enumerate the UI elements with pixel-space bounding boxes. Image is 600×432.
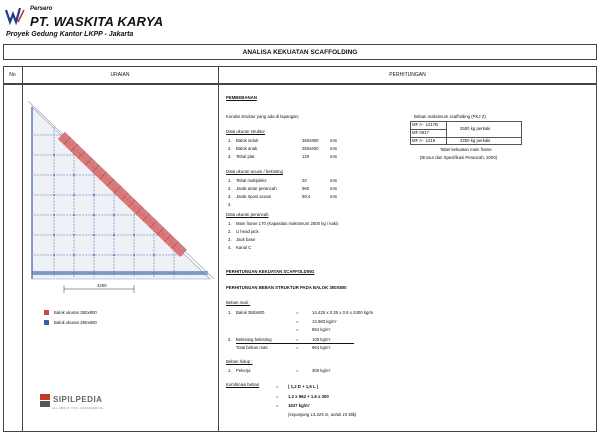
row-expr: 964 kg/m' <box>312 345 331 350</box>
beban-source: (Brosur dan Spesifikasi Perancah, 2000) <box>420 155 498 160</box>
row-label: Main frame 170 (Kapasitas maksimum 2500 kg / kaki) <box>236 221 339 226</box>
row-eq: = <box>296 319 299 324</box>
project-name: Proyek Gedung Kantor LKPP - Jakarta <box>6 31 134 38</box>
row-label: U head jack <box>236 229 259 234</box>
row-value: 350x800 <box>302 138 319 143</box>
col-divider <box>218 66 219 432</box>
perhitungan-title: PERHITUNGAN KEKUATAN SCAFFOLDING <box>226 269 315 274</box>
data-struktur-heading: Data ukuran struktur <box>226 129 265 134</box>
row-no: 1. <box>228 178 232 183</box>
row-no: 3. <box>228 194 232 199</box>
col-uraian: URAIAN <box>22 66 218 84</box>
dimension-label: 4200 <box>97 283 107 288</box>
row-no: 2. <box>228 337 232 342</box>
row-expr: 100 kg/m' <box>312 337 331 342</box>
row-eq: = <box>296 327 299 332</box>
row-expr: ( 1,2 D + 1,6 L ) <box>288 384 319 389</box>
kombinasi-note: (sepanjang 14.425 m, untuk 15 titik) <box>288 412 357 417</box>
row-value: 120 <box>302 154 310 159</box>
row-eq: = <box>276 394 279 399</box>
company-name: PT. WASKITA KARYA <box>30 14 164 29</box>
row-label: Pekerja <box>236 368 251 373</box>
row-unit: mm <box>330 178 338 183</box>
row-label: Balok induk <box>236 138 259 143</box>
perhitungan-subtitle: PERHITUNGAN BEBAN STRUKTUR PADA BALOK 350X800 <box>226 285 347 290</box>
row-no: 2. <box>228 146 232 151</box>
beban-code: MF A - 1217B <box>412 122 439 127</box>
row-value: 960 <box>302 186 310 191</box>
row-no: 4. <box>228 245 232 250</box>
row-eq: = <box>276 384 279 389</box>
legend-label: Balok ukuran 350x800 <box>54 310 97 315</box>
watermark-brand: SIPILPEDIA <box>53 395 103 404</box>
legend-swatch-red <box>44 310 49 315</box>
row-unit: mm <box>330 138 338 143</box>
scaffolding-plan-diagram <box>24 95 216 300</box>
beban-table-divider <box>446 121 447 145</box>
row-eq: = <box>296 345 299 350</box>
row-label: Jarak ripost acuan <box>236 194 272 199</box>
row-label: Total beban mati <box>236 345 268 350</box>
sum-rule <box>236 343 354 344</box>
data-acuan-heading: Data ukuran acuan / bekisting <box>226 169 283 174</box>
row-expr: 864 kg/m' <box>312 327 331 332</box>
row-label: Tebal multipleks <box>236 178 267 183</box>
col-no: No <box>3 66 22 84</box>
row-expr: 300 kg/m' <box>312 368 331 373</box>
sipilpedia-logo-icon <box>40 394 50 408</box>
row-eq: = <box>296 368 299 373</box>
kondisi-text: Kondisi struktur yang ada di lapangan; <box>226 114 300 119</box>
legend-label: Balok ukuran 250x600 <box>54 320 97 325</box>
row-label: Jarak antar perancah <box>236 186 277 191</box>
row-no: 1. <box>228 310 232 315</box>
row-no: 1. <box>228 138 232 143</box>
row-no: 3. <box>228 154 232 159</box>
legend-swatch-blue <box>44 320 49 325</box>
row-label: Balok anak <box>236 146 258 151</box>
beban-hidup-heading: Beban hidup : <box>226 359 253 364</box>
row-expr: 1.2 x 964 + 1.6 x 300 <box>288 394 329 399</box>
row-expr: 13.983 kg/m' <box>312 319 337 324</box>
row-label: Balok 350x800 <box>236 310 265 315</box>
waskita-logo <box>4 4 28 28</box>
row-no: 1. <box>228 221 232 226</box>
row-value: 99.4 <box>302 194 311 199</box>
beban-code: MF A - 1219 <box>412 138 436 143</box>
beban-caption: Tabel kekuatan main frame <box>440 147 492 152</box>
beban-value: 2250 kg perkaki <box>460 138 491 143</box>
row-label: Tebal plat <box>236 154 255 159</box>
document-title: ANALISA KEKUATAN SCAFFOLDING <box>3 44 597 60</box>
row-expr: 1637 kg/m' <box>288 403 310 408</box>
col-perhitungan: PERHITUNGAN <box>218 66 597 84</box>
row-eq: = <box>276 403 279 408</box>
row-eq: = <box>296 310 299 315</box>
row-eq: = <box>296 337 299 342</box>
company-type: Persero <box>30 6 53 12</box>
beban-value: 2500 kg perkaki <box>460 126 491 131</box>
row-label: Bekisting bekisting <box>236 337 272 342</box>
row-label: Kanal C <box>236 245 252 250</box>
col-divider <box>22 66 23 432</box>
row-no: 3. <box>228 237 232 242</box>
beban-mati-heading: Beban mati : <box>226 300 251 305</box>
row-unit: mm <box>330 154 338 159</box>
beban-table-title: Beban maksimum scaffolding (PKJ Z) <box>414 114 486 119</box>
data-perancah-heading: Data ukuran perancah <box>226 212 269 217</box>
row-unit: mm <box>330 186 338 191</box>
row-value: 250x600 <box>302 146 319 151</box>
row-unit: mm <box>330 146 338 151</box>
row-no: 4. <box>228 202 232 207</box>
kombinasi-heading: Kombinasi beban <box>226 382 260 387</box>
beban-code: MF 0917 <box>412 130 429 135</box>
row-no: 2. <box>228 186 232 191</box>
watermark-tagline: ALL ABOUT CIVIL ENGINEERING <box>52 406 104 410</box>
row-unit: mm <box>330 194 338 199</box>
row-no: 1. <box>228 368 232 373</box>
row-no: 2. <box>228 229 232 234</box>
row-value: 20 <box>302 178 307 183</box>
row-label: Jack base <box>236 237 256 242</box>
section-pembebanan: PEMBEBANAN <box>226 95 257 100</box>
row-expr: 14.425 x 0.35 x 0.8 x 2400 kg/m <box>312 310 374 315</box>
header-rule <box>3 84 597 85</box>
